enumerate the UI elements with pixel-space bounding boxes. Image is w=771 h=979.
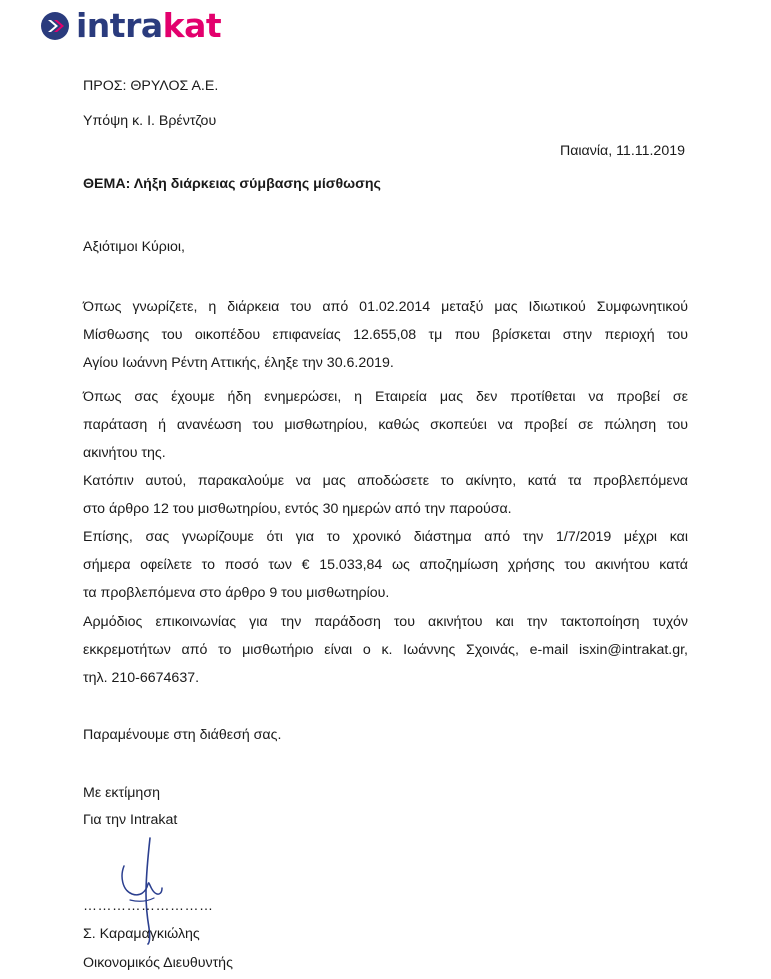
paragraph-line: Κατόπιν αυτού, παρακαλούμε να μας αποδώσετε το ακίνητο, κατά τα προβλεπόμενα (83, 473, 688, 489)
paragraph-line: εκκρεμοτήτων από το μισθωτήριο είναι ο κ. Ιωάννης Σχοινάς, e-mail isxin@intrakat.gr, (83, 642, 688, 658)
signatory-name: Σ. Καραμαγκιώλης (83, 926, 200, 942)
letter-date: Παιανία, 11.11.2019 (559, 143, 685, 159)
paragraph-3 (83, 467, 688, 523)
recipient-to: ΠΡΟΣ: ΘΡΥΛΟΣ Α.Ε. (83, 78, 219, 94)
logo-text-intra: intra (76, 6, 163, 45)
paragraph-line: Όπως σας έχουμε ήδη ενημερώσει, η Εταιρεία μας δεν προτίθεται να προβεί σε (83, 389, 688, 405)
letter-subject: ΘΕΜΑ: Λήξη διάρκειας σύμβασης μίσθωσης (83, 176, 381, 192)
paragraph-line: στο άρθρο 12 του μισθωτηρίου, εντός 30 ημερών από την παρούσα. (83, 501, 512, 517)
closing-line: Παραμένουμε στη διάθεσή σας. (83, 727, 282, 743)
paragraph-4 (83, 523, 688, 607)
paragraph-line: παράταση ή ανανέωση του μισθωτηρίου, καθώς σκοπεύει να προβεί σε πώληση του (83, 417, 688, 433)
signatory-title: Οικονομικός Διευθυντής (83, 955, 233, 971)
paragraph-line: Αγίου Ιωάννη Ρέντη Αττικής, έληξε την 30.6.2019. (83, 355, 394, 371)
paragraph-5 (83, 608, 688, 692)
paragraph-line: Επίσης, σας γνωρίζουμε ότι για το χρονικό διάστημα από την 1/7/2019 μέχρι και (83, 529, 688, 545)
company-line: Για την Intrakat (83, 812, 178, 828)
logo-text-kat: kat (162, 6, 222, 45)
paragraph-line: σήμερα οφείλετε το ποσό των € 15.033,84 ως αποζημίωση χρήσης του ακινήτου κατά (83, 557, 688, 573)
paragraph-line: ακινήτου της. (83, 445, 166, 461)
greeting: Αξιότιμοι Κύριοι, (83, 239, 186, 255)
paragraph-1 (83, 293, 688, 377)
paragraph-line: τηλ. 210-6674637. (83, 670, 200, 686)
paragraph-line: Μίσθωσης του οικοπέδου επιφανείας 12.655,08 τμ που βρίσκεται στην περιοχή του (83, 327, 688, 343)
paragraph-2 (83, 383, 688, 467)
logo-chevron-icon (40, 11, 70, 41)
paragraph-line: τα προβλεπόμενα στο άρθρο 9 του μισθωτηρίου. (83, 585, 390, 601)
paragraph-line: Όπως γνωρίζετε, η διάρκεια του από 01.02.2014 μεταξύ μας Ιδιωτικού Συμφωνητικού (83, 299, 688, 315)
recipient-attention: Υπόψη κ. Ι. Βρέντζου (83, 113, 217, 129)
regards-line: Με εκτίμηση (83, 785, 160, 801)
signature-dots: ……………………… (83, 897, 214, 913)
paragraph-line: Αρμόδιος επικοινωνίας για την παράδοση του ακινήτου και την τακτοποίηση τυχόν (83, 614, 688, 630)
company-logo (40, 6, 221, 46)
logo-wordmark (76, 6, 221, 46)
